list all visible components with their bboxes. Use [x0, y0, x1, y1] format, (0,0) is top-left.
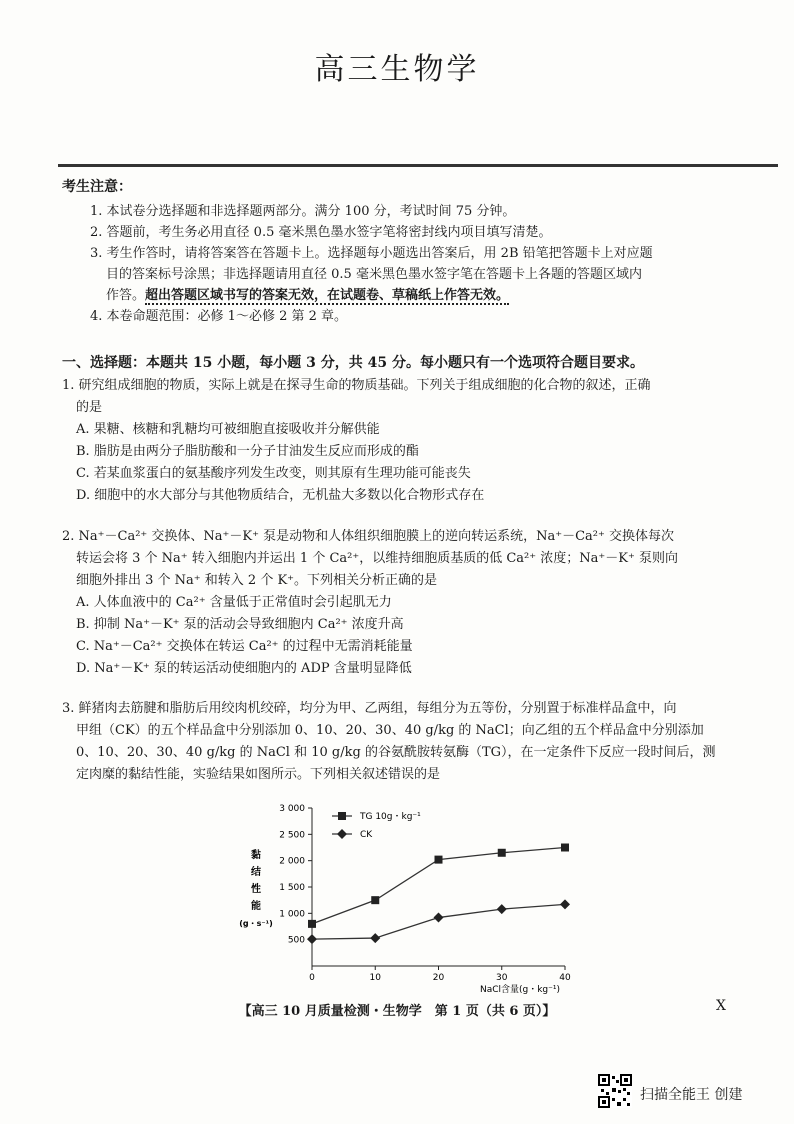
exam-title: 高三生物学: [314, 52, 480, 87]
q2-stem-1: 2. Na⁺－Ca²⁺ 交换体、Na⁺－K⁺ 泵是动物和人体组织细胞膜上的逆向转运系统，Na⁺－Ca²⁺ 交换体每次: [62, 529, 675, 544]
adhesion-line-chart: [220, 796, 600, 996]
q2-option-c: C. Na⁺－Ca²⁺ 交换体在转运 Ca²⁺ 的过程中无需消耗能量: [76, 639, 413, 654]
notice-item-3-cont: 目的答案标号涂黑；非选择题请用直径 0.5 毫米黑色墨水签字笔在答题卡上各题的答题区域内: [106, 267, 642, 282]
legend-marker: [337, 829, 347, 839]
data-point-tg: [308, 920, 316, 928]
question-3: [62, 698, 778, 786]
scanner-watermark: 扫描全能王 创建: [640, 1087, 743, 1103]
x-tick-label: 30: [496, 973, 508, 983]
data-point-ck: [497, 904, 507, 914]
q1-stem-2: 的是: [76, 400, 103, 415]
data-point-ck: [434, 913, 444, 923]
x-axis-label: NaCl含量(g・kg⁻¹): [479, 985, 561, 995]
q2-stem-2: 转运会将 3 个 Na⁺ 转入细胞内并运出 1 个 Ca²⁺，以维持细胞质基质的低 Ca²⁺ 浓度；Na⁺－K⁺ 泵则向: [76, 551, 678, 566]
x-tick-label: 20: [432, 973, 445, 983]
y-axis-label: (g・s⁻¹): [239, 919, 273, 928]
y-axis-label: 性: [251, 884, 261, 895]
q2-option-b: B. 抑制 Na⁺－K⁺ 泵的活动会导致细胞内 Ca²⁺ 浓度升高: [76, 617, 404, 632]
legend-label: CK: [360, 830, 373, 840]
x-tick-label: 10: [369, 973, 381, 983]
q3-stem-4: 定肉糜的黏结性能，实验结果如图所示。下列相关叙述错误的是: [76, 767, 441, 782]
data-point-tg: [371, 896, 379, 904]
notice-item-3-tail: [90, 285, 770, 306]
page-footer: 【高三 10 月质量检测・生物学 第 1 页（共 6 页）】: [238, 1004, 556, 1019]
data-point-tg: [498, 849, 506, 857]
y-tick-label: 3 000: [279, 804, 305, 814]
notice-item-3-tail-bold: 超出答题区域书写的答案无效，在试题卷、草稿纸上作答无效。: [145, 288, 510, 303]
legend-marker: [338, 812, 346, 820]
legend-label: TG 10g・kg⁻¹: [360, 812, 421, 822]
q3-stem-3: 0、10、20、30、40 g/kg 的 NaCl 和 10 g/kg 的谷氨酰胺转氨酶（TG），在一定条件下反应一段时间后，测: [76, 745, 716, 760]
section-title: 一、选择题：本题共 15 小题，每小题 3 分，共 45 分。每小题只有一个选项符合题目要求。: [62, 355, 644, 371]
data-point-ck: [560, 899, 570, 909]
question-1: [62, 375, 778, 507]
notice-heading: 考生注意：: [62, 179, 132, 195]
x-tick-label: 0: [309, 973, 315, 983]
y-axis-label: 黏: [251, 850, 261, 861]
notice-item-1: 1. 本试卷分选择题和非选择题两部分。满分 100 分，考试时间 75 分钟。: [90, 204, 516, 219]
data-point-ck: [370, 933, 380, 943]
y-axis-label: 结: [251, 867, 261, 878]
notice-item-3-tail-plain: 作答。: [106, 288, 146, 303]
question-2: [62, 526, 778, 680]
notice-item-3: 3. 考生作答时，请将答案答在答题卡上。选择题每小题选出答案后，用 2B 铅笔把答题卡上对应题: [90, 246, 653, 261]
y-axis-label: 能: [251, 901, 261, 912]
q3-stem-2: 甲组（CK）的五个样品盒中分别添加 0、10、20、30、40 g/kg 的 NaCl；向乙组的五个样品盒中分别添加: [76, 723, 704, 738]
y-tick-label: 2 000: [279, 856, 305, 867]
data-point-tg: [435, 856, 443, 864]
x-tick-label: 40: [559, 973, 571, 983]
q2-option-a: A. 人体血液中的 Ca²⁺ 含量低于正常值时会引起肌无力: [76, 595, 392, 610]
data-point-tg: [561, 844, 569, 852]
data-point-ck: [307, 934, 317, 944]
q3-stem-1: 3. 鲜猪肉去筋腱和脂肪后用绞肉机绞碎，均分为甲、乙两组，每组分为五等份，分别置于标准样品盒中，向: [62, 701, 677, 716]
y-tick-label: 500: [287, 935, 305, 946]
notice-item-2: 2. 答题前，考生务必用直径 0.5 毫米黑色墨水签字笔将密封线内项目填写清楚。: [90, 225, 552, 240]
q1-stem-1: 1. 研究组成细胞的物质，实际上就是在探寻生命的物质基础。下列关于组成细胞的化合物的叙述，正确: [62, 378, 651, 393]
q1-option-a: A. 果糖、核糖和乳糖均可被细胞直接吸收并分解供能: [76, 422, 380, 437]
y-tick-label: 1 500: [279, 883, 305, 893]
notice-block: [90, 201, 770, 327]
corner-mark: X: [716, 998, 726, 1014]
header-rule: [58, 164, 778, 167]
q2-stem-3: 细胞外排出 3 个 Na⁺ 和转入 2 个 K⁺。下列相关分析正确的是: [76, 573, 438, 588]
y-tick-label: 1 000: [279, 909, 305, 920]
q1-option-b: B. 脂肪是由两分子脂肪酸和一分子甘油发生反应而形成的酯: [76, 444, 419, 459]
qr-code-icon: [598, 1074, 632, 1108]
q1-option-c: C. 若某血浆蛋白的氨基酸序列发生改变，则其原有生理功能可能丧失: [76, 466, 471, 481]
q2-option-d: D. Na⁺－K⁺ 泵的转运活动使细胞内的 ADP 含量明显降低: [76, 661, 412, 676]
q1-option-d: D. 细胞中的水大部分与其他物质结合，无机盐大多数以化合物形式存在: [76, 488, 485, 503]
notice-item-4: 4. 本卷命题范围：必修 1～必修 2 第 2 章。: [90, 309, 348, 324]
y-tick-label: 2 500: [279, 830, 305, 841]
